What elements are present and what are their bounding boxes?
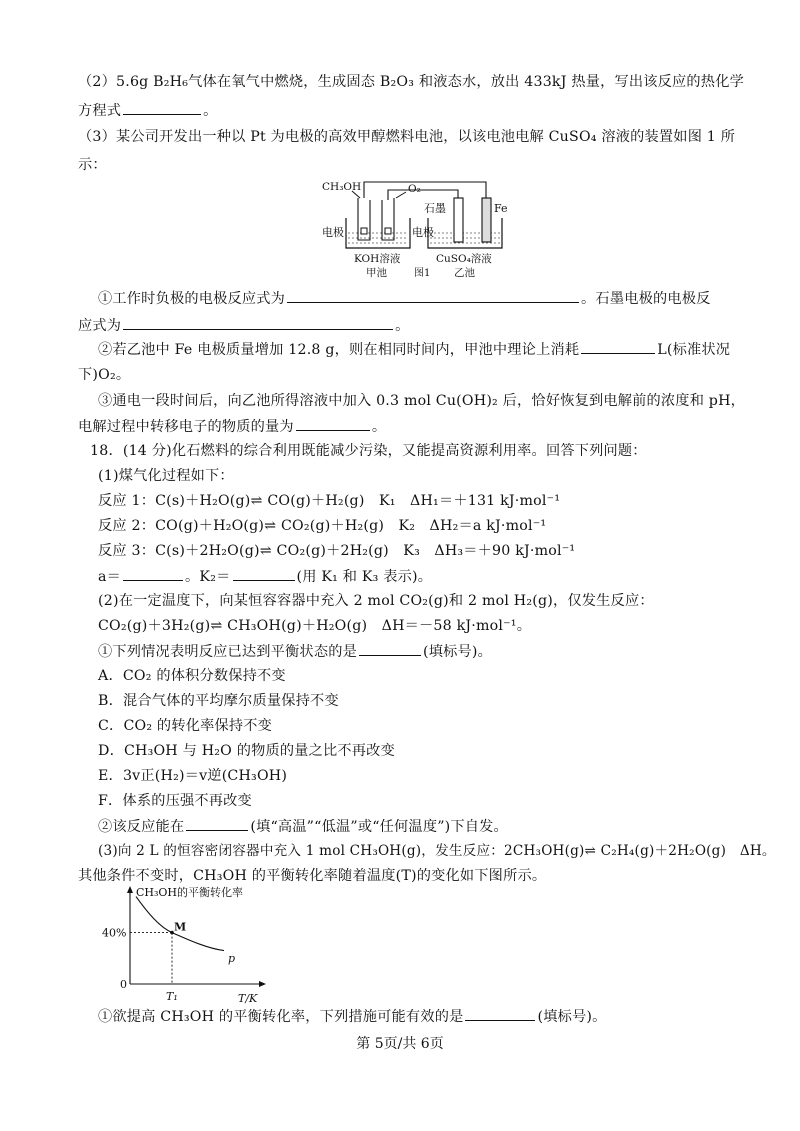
chart-xlabel: T/K: [238, 992, 258, 1005]
label-cell-a: 甲池: [366, 267, 387, 279]
reaction-1: 反应 1：C(s)＋H₂O(g)⇌ CO(g)＋H₂(g) K₁ ΔH₁＝＋131 kJ·mol⁻¹: [98, 493, 561, 509]
q18-sub2-text: ②该反应能在: [98, 819, 185, 835]
q3-sub2-line1: [98, 339, 758, 360]
q3-sub3-line2: [78, 416, 738, 437]
option-d: D．CH₃OH 与 H₂O 的物质的量之比不再改变: [98, 743, 395, 759]
label-graphite: 石墨: [424, 202, 446, 215]
q3-s3-end: 。: [371, 419, 387, 435]
chart-ylabel: CH₃OH的平衡转化率: [136, 886, 244, 899]
q18-sub2-end: (填“高温”“低温”或“任何温度”)下自发。: [250, 819, 508, 835]
q3-sub1-line2: [78, 315, 738, 336]
q18-part1-answer: [98, 566, 758, 587]
label-fe: Fe: [494, 202, 508, 215]
option-f: F．体系的压强不再改变: [98, 793, 252, 809]
answer-blank[interactable]: [287, 288, 579, 303]
answer-blank[interactable]: [296, 416, 370, 431]
answer-blank[interactable]: [233, 566, 295, 581]
label-m: M: [174, 920, 187, 934]
ans-k2-label: 。K₂＝: [185, 569, 231, 585]
option-e: E．3v正(H₂)＝v逆(CH₃OH): [98, 768, 288, 784]
graphite-electrode: [454, 198, 463, 242]
page-footer: 第 5页/共 6页: [356, 1036, 444, 1052]
answer-blank[interactable]: [186, 816, 248, 831]
y-tick-40: 40%: [102, 926, 127, 940]
q18-part3-sub1: [98, 1006, 758, 1027]
q3-line1: （3）某公司开发出一种以 Pt 为电极的高效甲醇燃料电池，以该电池电解 CuSO₄ 溶液的装置如图 1 所: [78, 129, 736, 145]
q18-part2: (2)在一定温度下，向某恒容容器中充入 2 mol CO₂(g)和 2 mol H₂(g)，仅发生反应：: [98, 593, 654, 609]
reaction-4: CO₂(g)＋3H₂(g)⇌ CH₃OH(g)＋H₂O(g) ΔH＝－58 kJ·mol⁻¹。: [98, 618, 532, 634]
label-cuso4: CuSO₄溶液: [436, 253, 492, 265]
electrolysis-apparatus-figure: [318, 178, 518, 282]
ans-a-label: a＝: [98, 569, 122, 585]
q18-sub1: [98, 641, 758, 662]
cathode-plate: [385, 228, 391, 234]
x-axis-arrow: [259, 981, 266, 987]
answer-blank[interactable]: [581, 339, 655, 354]
q18-sub1-text: ①下列情况表明反应已达到平衡状态的是: [98, 644, 357, 660]
figure-caption: 图1: [414, 268, 431, 279]
x-tick-t1: T₁: [166, 990, 178, 1003]
q18-part1: (1)煤气化过程如下：: [98, 468, 234, 484]
q2-line2: [78, 100, 738, 121]
q18-sub1-end: (填标号)。: [422, 644, 493, 660]
y-axis-arrow: [127, 886, 133, 893]
q18-last-end: (填标号)。: [537, 1009, 607, 1025]
q3-sub2-line2: 下)O₂。: [78, 367, 131, 383]
answer-blank[interactable]: [359, 641, 421, 656]
q3-s1-end: 。: [395, 318, 410, 334]
cell-a-solution-hatch: [348, 233, 408, 243]
q3-s2-text: ②若乙池中 Fe 电极质量增加 12.8 g，则在相同时间内，甲池中理论上消耗: [98, 342, 580, 358]
fe-electrode: [482, 198, 491, 242]
label-ch3oh: CH₃OH: [322, 181, 362, 193]
q18-part3-line1: (3)向 2 L 的恒容密闭容器中充入 1 mol CH₃OH(g)，发生反应：2CH₃OH(g)⇌ C₂H₄(g)＋2H₂O(g) ΔH。: [98, 843, 776, 859]
q3-s2-text2: L(标准状况: [657, 342, 731, 358]
ans-end: (用 K₁ 和 K₃ 表示)。: [296, 569, 433, 585]
reaction-3: 反应 3：C(s)＋2H₂O(g)⇌ CO₂(g)＋2H₂(g) K₃ ΔH₃＝＋90 kJ·mol⁻¹: [98, 543, 576, 559]
option-a: A．CO₂ 的体积分数保持不变: [98, 668, 286, 684]
answer-blank[interactable]: [123, 100, 201, 115]
q2-line1: （2）5.6g B₂H₆气体在氧气中燃烧，生成固态 B₂O₃ 和液态水，放出 433kJ 热量，写出该反应的热化学: [78, 74, 744, 90]
q18-last-text: ①欲提高 CH₃OH 的平衡转化率，下列措施可能有效的是: [98, 1009, 464, 1025]
label-p: p: [228, 952, 236, 965]
wire-inner: [388, 190, 458, 200]
q3-s1-text: ①工作时负极的电极反应式为: [98, 291, 286, 307]
reaction-2: 反应 2：CO(g)＋H₂O(g)⇌ CO₂(g)＋H₂(g) K₂ ΔH₂＝a kJ·mol⁻¹: [98, 518, 547, 534]
q3-s3-text: 电解过程中转移电子的物质的量为: [78, 419, 294, 435]
label-electrode-left: 电极: [322, 226, 344, 239]
origin-label: 0: [120, 978, 127, 991]
q18-sub2: [98, 816, 758, 837]
q3-sub1-line1: [98, 288, 758, 309]
answer-blank[interactable]: [123, 315, 393, 330]
label-o2: O₂: [408, 183, 421, 195]
anode-plate: [361, 228, 367, 234]
q2-label: 方程式: [78, 103, 122, 119]
option-b: B．混合气体的平均摩尔质量保持不变: [98, 693, 339, 709]
q18-part3-line2: 其他条件不变时，CH₃OH 的平衡转化率随着温度(T)的变化如下图所示。: [78, 868, 547, 884]
answer-blank[interactable]: [465, 1006, 535, 1021]
label-koh: KOH溶液: [354, 253, 401, 265]
conversion-temperature-chart: [100, 884, 280, 1006]
q2-end: 。: [203, 103, 218, 119]
cell-a-solution: [347, 228, 409, 247]
option-c: C．CO₂ 的转化率保持不变: [98, 718, 273, 734]
label-cell-b: 乙池: [454, 267, 475, 279]
q3-sub3-line1: ③通电一段时间后，向乙池所得溶液中加入 0.3 mol Cu(OH)₂ 后，恰好恢复到电解前的浓度和 pH，: [98, 393, 746, 409]
o2-inlet-arrow: [396, 192, 406, 198]
q3-s1-text2: 。石墨电极的电极反: [581, 291, 711, 307]
q3-s1-text3: 应式为: [78, 318, 122, 334]
label-electrode-right: 电极: [412, 226, 434, 239]
q18-heading: 18．(14 分)化石燃料的综合利用既能减少污染，又能提高资源利用率。回答下列问题：: [90, 443, 647, 459]
q3-line2: 示：: [78, 157, 107, 173]
answer-blank[interactable]: [123, 566, 183, 581]
